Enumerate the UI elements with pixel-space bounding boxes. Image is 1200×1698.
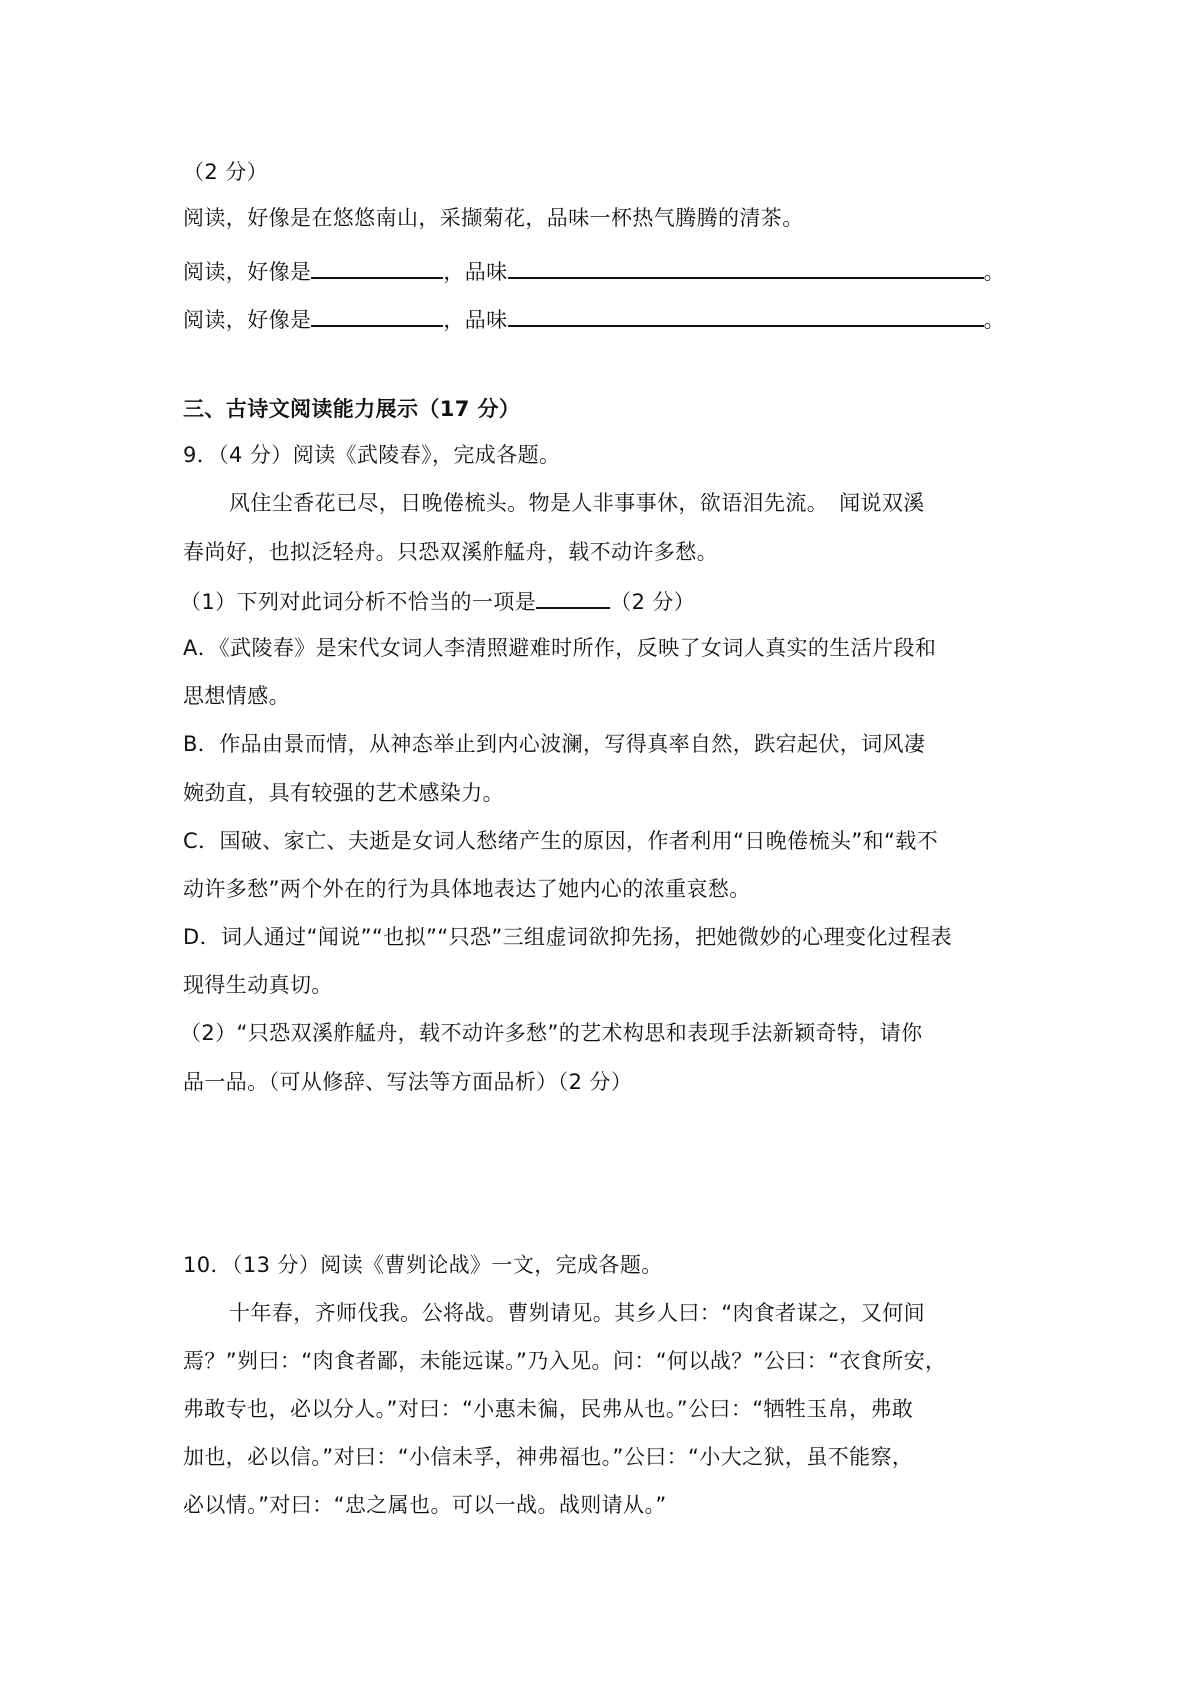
q10-text-line-3: 弗敢专也，必以分人。”对曰：“小惠未徧，民弗从也。”公曰：“牺牲玉帛，弗敢 <box>183 1397 914 1421</box>
fill-line-1-end: 。 <box>983 260 1006 284</box>
poem-line-1: 风住尘香花已尽，日晚倦梳头。物是人非事事休，欲语泪先流。 闻说双溪 <box>229 491 925 515</box>
fill-line-2-end: 。 <box>983 308 1006 332</box>
q10-text-line-1: 十年春，齐师伐我。公将战。曹刿请见。其乡人曰：“肉食者谋之，又何间 <box>229 1301 926 1325</box>
q10-text-line-2: 焉？”刿曰：“肉食者鄙，未能远谋。”乃入见。问：“何以战？”公曰：“衣食所安， <box>183 1349 947 1373</box>
q10-text-line-4: 加也，必以信。”对曰：“小信未孚，神弗福也。”公曰：“小大之狱，虽不能察， <box>183 1445 914 1469</box>
q9-sub1-score: （2 分） <box>610 590 696 614</box>
option-d-line-1: D．词人通过“闻说”“也拟”“只恐”三组虚词欲抑先扬，把她微妙的心理变化过程表 <box>183 925 953 949</box>
option-b-line-1: B．作品由景而情，从神态举止到内心波澜，写得真率自然，跌宕起伏，词风凄 <box>183 732 926 756</box>
option-b-line-2: 婉劲直，具有较强的艺术感染力。 <box>183 781 504 805</box>
q9-sub1-prompt: （1）下列对此词分析不恰当的一项是 <box>180 590 537 614</box>
fill-line-1-a: 阅读，好像是 <box>183 260 312 284</box>
part2-example-sentence: 阅读，好像是在悠悠南山，采撷菊花，品味一杯热气腾腾的清茶。 <box>183 206 804 230</box>
option-d-line-2: 现得生动真切。 <box>183 973 333 997</box>
q9-sub2-line-1: （2）“只恐双溪舴艋舟，载不动许多愁”的艺术构思和表现手法新颖奇特，请你 <box>180 1021 923 1045</box>
answer-blank[interactable] <box>508 255 984 279</box>
poem-line-2: 春尚好，也拟泛轻舟。只恐双溪舴艋舟，载不动许多愁。 <box>183 540 718 564</box>
q9-sub2-line-2: 品一品。（可从修辞、写法等方面品析）（2 分） <box>183 1070 633 1094</box>
section-3-title: 三、古诗文阅读能力展示（17 分） <box>183 397 521 421</box>
q9-sub1 <box>180 585 695 617</box>
q10-heading: 10．（13 分）阅读《曹刿论战》一文，完成各题。 <box>183 1253 663 1277</box>
fill-line-1 <box>183 255 1005 287</box>
option-c-line-1: C．国破、家亡、夫逝是女词人愁绪产生的原因，作者利用“日晚倦梳头”和“载不 <box>183 829 939 853</box>
option-a-line-2: 思想情感。 <box>183 684 290 708</box>
fill-line-2 <box>183 303 1005 335</box>
fill-line-2-a: 阅读，好像是 <box>183 308 312 332</box>
q10-text-line-5: 必以情。”对曰：“忠之属也。可以一战。战则请从。” <box>183 1493 667 1517</box>
fill-line-1-b: ，品味 <box>443 260 508 284</box>
answer-blank[interactable] <box>508 303 984 327</box>
option-a-line-1: A．《武陵春》是宋代女词人李清照避难时所作，反映了女词人真实的生活片段和 <box>183 636 937 660</box>
option-c-line-2: 动许多愁”两个外在的行为具体地表达了她内心的浓重哀愁。 <box>183 877 751 901</box>
part2-score: （2 分） <box>183 160 269 184</box>
fill-line-2-b: ，品味 <box>443 308 508 332</box>
q9-heading: 9．（4 分）阅读《武陵春》，完成各题。 <box>183 443 561 467</box>
answer-blank[interactable] <box>311 303 443 327</box>
answer-blank[interactable] <box>311 255 443 279</box>
answer-blank[interactable] <box>536 585 610 609</box>
